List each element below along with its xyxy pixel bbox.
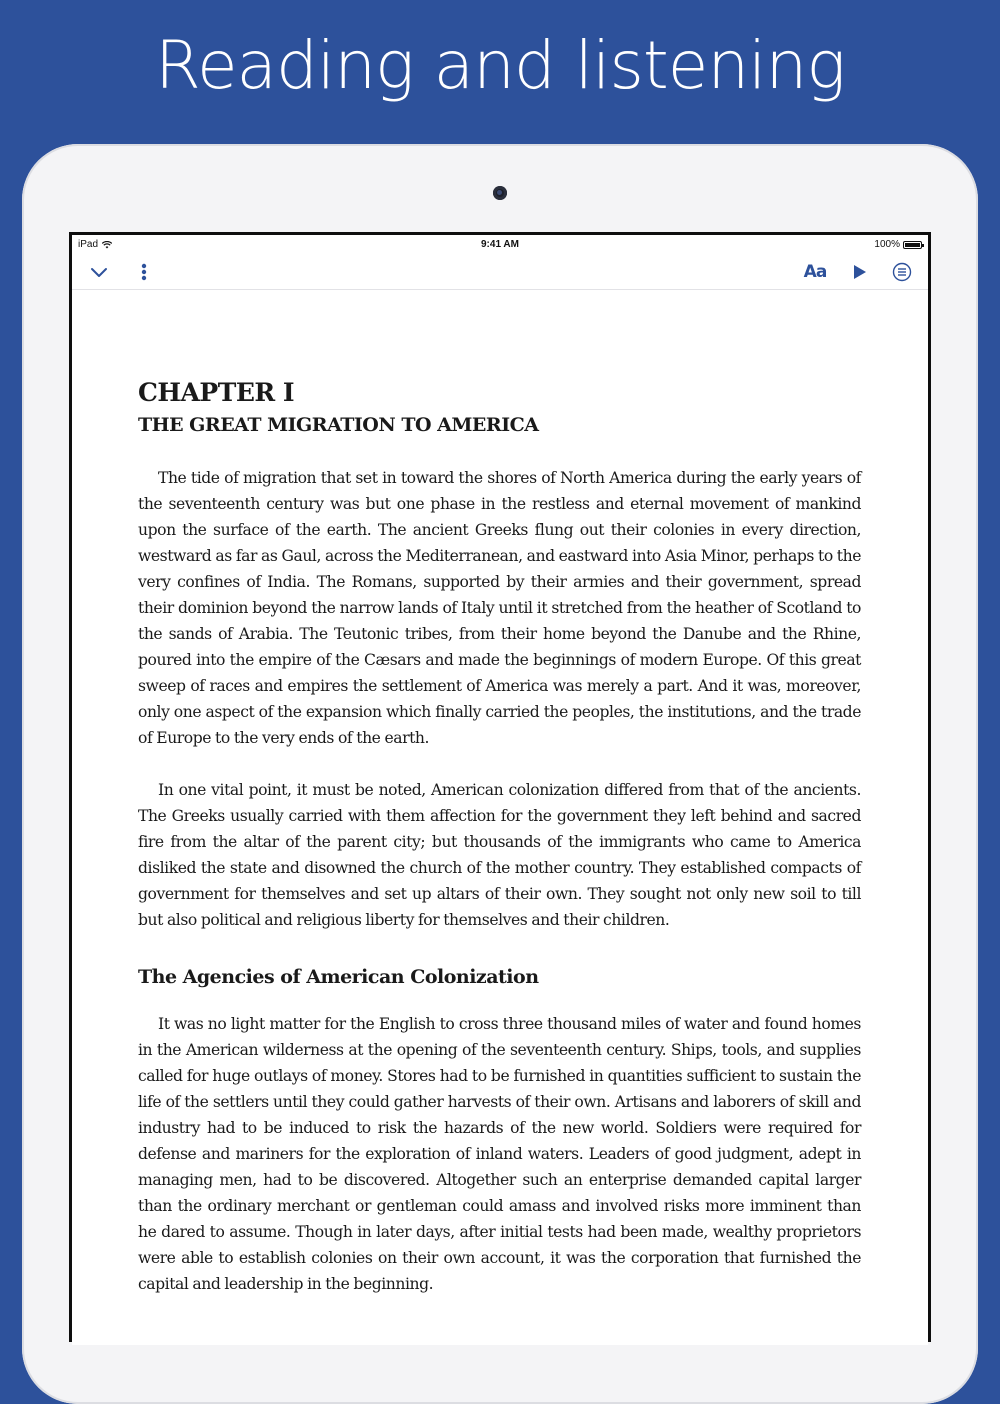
paragraph: In one vital point, it must be noted, American colonization differed from that of the ancients. The Greeks usually carried with them affection for the government they left behind and sacred fire from the altar of the parent city; but thousands of the immigrants who came to America disliked the state and disowned the church of the mother country. They established compacts of government for themselves and set up altars of their own. They sought not only new soil to till but also political and religious liberty for themselves and their children. (138, 781, 861, 929)
reader-toolbar (72, 255, 928, 290)
play-icon (853, 264, 867, 280)
book-page (138, 375, 861, 1323)
section-heading: The Agencies of American Colonization (138, 966, 539, 988)
more-options-button[interactable] (134, 255, 154, 289)
status-bar (72, 235, 928, 255)
table-of-contents-button[interactable] (890, 255, 914, 289)
play-audio-button[interactable] (848, 255, 872, 289)
device-name: iPad (78, 239, 99, 250)
list-circle-icon (892, 262, 912, 282)
front-camera (493, 186, 507, 200)
more-vertical-icon (141, 263, 147, 281)
chapter-subtitle: THE GREAT MIGRATION TO AMERICA (138, 414, 539, 436)
promo-headline: Reading and listening (155, 27, 845, 104)
battery-icon (903, 241, 922, 249)
collapse-button[interactable] (86, 255, 112, 289)
status-right (874, 239, 922, 250)
font-settings-button[interactable] (800, 255, 830, 289)
battery-percent: 100% (874, 239, 900, 250)
reader-app (72, 235, 928, 1345)
paragraph: It was no light matter for the English to cross three thousand miles of water and found homes in the American wilderness at the opening of the seventeenth century. Ships, tools, and supplies called for huge outlays of money. Stores had to be furnished in quantities sufficient to sustain the life of the settlers until they could gather harvests of their own. Artisans and laborers of skill and industry had to be induced to risk the hazards of the new world. Soldiers were required for defense and mariners for the exploration of inland waters. Leaders of good judgment, adept in managing men, had to be discovered. Altogether such an enterprise demanded capital larger than the ordinary merchant or gentleman could amass and involved risks more imminent than he dared to assume. Though in later days, after initial tests had been made, wealthy proprietors were able to establish colonies on their own account, it was the corporation that furnished the capital and leadership in the beginning. (138, 1015, 861, 1293)
paragraph: The tide of migration that set in toward the shores of North America during the early years of the seventeenth century was but one phase in the restless and eternal movement of mankind upon the surface of the earth. The ancient Greeks flung out their colonies in every direction, westward as far as Gaul, across the Mediterranean, and eastward into Asia Minor, perhaps to the very confines of India. The Romans, supported by their armies and their government, spread their dominion beyond the narrow lands of Italy until it stretched from the heather of Scotland to the sands of Arabia. The Teutonic tribes, from their home beyond the Danube and the Rhine, poured into the empire of the Cæsars and made the beginnings of modern Europe. Of this great sweep of races and empires the settlement of America was merely a part. And it was, moreover, only one aspect of the expansion which finally carried the peoples, the institutions, and the trade of Europe to the very ends of the earth. (138, 469, 861, 747)
font-settings-label: Aa (803, 262, 827, 282)
chevron-down-icon (90, 266, 108, 278)
chapter-title: CHAPTER I (138, 378, 295, 407)
status-time: 9:41 AM (481, 239, 519, 250)
ipad-screen (69, 232, 931, 1342)
